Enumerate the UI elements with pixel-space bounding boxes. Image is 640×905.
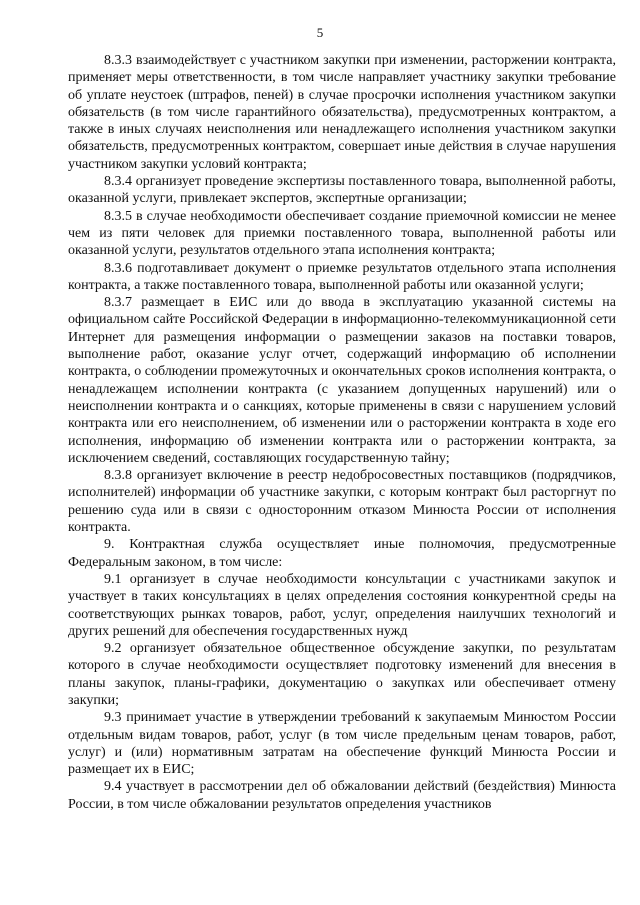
paragraph-8-3-6: 8.3.6 подготавливает документ о приемке результатов отдельного этапа исполнения контракта, а также поставленного товара, выполненной работы или оказанной услуги; — [68, 260, 616, 293]
paragraph-9-1: 9.1 организует в случае необходимости консультации с участниками закупок и участвует в таких консультациях в целях определения состояния конкурентной среды на соответствующих рынках товаров, работ, услуг, определения наилучших технологий и других решений для обеспечения государственных нужд — [68, 571, 616, 639]
paragraph-9-4: 9.4 участвует в рассмотрении дел об обжаловании действий (бездействия) Минюста России, в том числе обжаловании результатов определения участников — [68, 779, 616, 812]
paragraph-8-3-4: 8.3.4 организует проведение экспертизы поставленного товара, выполненной работы, оказанной услуги, привлекает экспертов, экспертные организации; — [68, 174, 616, 207]
page-number: 5 — [316, 25, 324, 40]
paragraph-9-2: 9.2 организует обязательное общественное обсуждение закупки, по результатам которого в случае необходимости осуществляет подготовку изменений для внесения в планы закупок, планы-графики, документацию о закупках или обеспечивает отмену закупки; — [68, 641, 616, 708]
document-body — [68, 52, 616, 813]
paragraph-8-3-8: 8.3.8 организует включение в реестр недобросовестных поставщиков (подрядчиков, исполнителей) информации об участнике закупки, с которым контракт был расторгнут по решению суда или в связи с односторонним отказом Минюста России от исполнения контракта. — [68, 468, 616, 536]
paragraph-8-3-3: 8.3.3 взаимодействует с участником закупки при изменении, расторжении контракта, применяет меры ответственности, в том числе направляет участнику закупки требование об уплате неустоек (штрафов, пеней) в случае просрочки исполнения участником закупки обязательств (в том числе гарантийного обязательства), предусмотренных контрактом, а также в иных случаях неисполнения или ненадлежащего исполнения участником закупки обязательств, предусмотренных контрактом, совершает иные действия в случае нарушения участником закупки условий контракта; — [68, 53, 616, 172]
paragraph-8-3-5: 8.3.5 в случае необходимости обеспечивает создание приемочной комиссии не менее чем из пяти человек для приемки поставленного товара, выполненной работы или оказанной услуги, результатов отдельного этапа исполнения контракта; — [68, 208, 616, 259]
paragraph-8-3-7: 8.3.7 размещает в ЕИС или до ввода в эксплуатацию указанной системы на официальном сайте Российской Федерации в информационно-телекоммуникационной сети Интернет для размещения информации о размещении заказов на поставки товаров, выполнение работ, оказание услуг отчет, содержащий информацию об исполнении контракта, о соблюдении промежуточных и окончательных сроков исполнения контракта, о ненадлежащем исполнении контракта (с указанием допущенных нарушений) или о неисполнении контракта и о санкциях, которые применены в связи с нарушением условий контракта или его неисполнением, об изменении или о расторжении контракта в ходе его исполнения, информацию об изменении контракта или о расторжении контракта, за исключением сведений, составляющих государственную тайну; — [68, 295, 616, 466]
paragraph-9-3: 9.3 принимает участие в утверждении требований к закупаемым Минюстом России отдельным видам товаров, работ, услуг (в том числе предельным ценам товаров, работ, услуг) и (или) нормативным затратам на обеспечение функций Минюста России и размещает их в ЕИС; — [68, 710, 616, 778]
paragraph-9: 9. Контрактная служба осуществляет иные полномочия, предусмотренные Федеральным законом, в том числе: — [68, 537, 616, 570]
